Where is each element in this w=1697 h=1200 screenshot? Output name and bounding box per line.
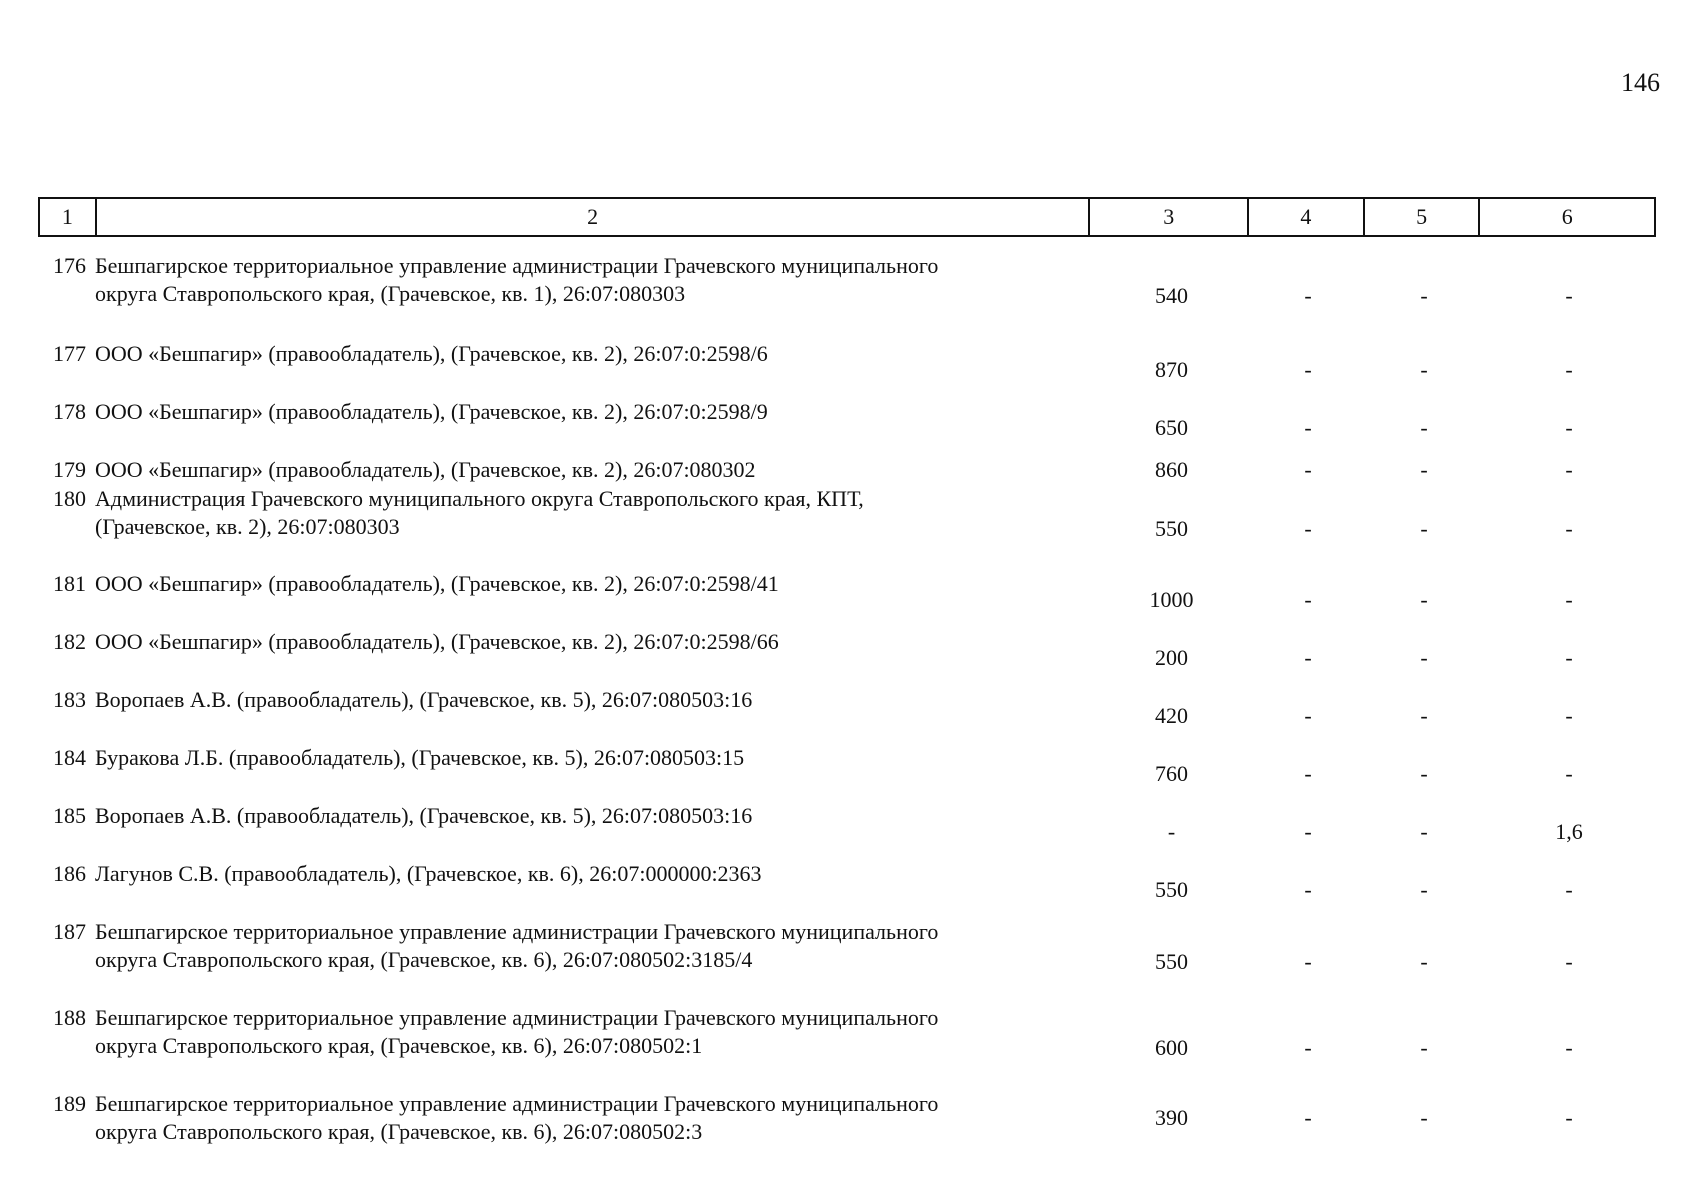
row-description-line2: (Грачевское, кв. 2), 26:07:080303 [95, 514, 400, 539]
cell-col-4: - [1304, 1035, 1312, 1060]
cell-col-5: - [1420, 457, 1428, 482]
row-description: Воропаев А.В. (правообладатель), (Грачевское, кв. 5), 26:07:080503:16 [95, 687, 753, 712]
cell-col-4: - [1304, 587, 1312, 612]
cell-col-5: - [1420, 587, 1428, 612]
row-number: 188 [53, 1005, 86, 1030]
row-number: 180 [53, 486, 86, 511]
row-description: ООО «Бешпагир» (правообладатель), (Грачевское, кв. 2), 26:07:0:2598/9 [95, 399, 768, 424]
row-description-line2: округа Ставропольского края, (Грачевское, кв. 6), 26:07:080502:1 [95, 1033, 703, 1058]
header-col-2: 2 [97, 199, 1091, 235]
cell-col-5: - [1420, 877, 1428, 902]
cell-col-5: - [1420, 415, 1428, 440]
header-col-5: 5 [1365, 199, 1481, 235]
row-description: Бешпагирское территориальное управление администрации Грачевского муниципального [95, 253, 939, 278]
cell-col-6: - [1565, 645, 1573, 670]
cell-col-5: - [1420, 357, 1428, 382]
cell-col-3: 550 [1155, 516, 1188, 541]
cell-col-6: - [1565, 761, 1573, 786]
row-description: Бешпагирское территориальное управление администрации Грачевского муниципального [95, 919, 939, 944]
cell-col-3: 550 [1155, 877, 1188, 902]
row-description-line2: округа Ставропольского края, (Грачевское, кв. 6), 26:07:080502:3 [95, 1119, 703, 1144]
cell-col-4: - [1304, 283, 1312, 308]
cell-col-3: 870 [1155, 357, 1188, 382]
row-description: ООО «Бешпагир» (правообладатель), (Грачевское, кв. 2), 26:07:0:2598/41 [95, 571, 779, 596]
cell-col-6: - [1565, 516, 1573, 541]
cell-col-3: 1000 [1149, 587, 1194, 612]
cell-col-5: - [1420, 1105, 1428, 1130]
cell-col-6: - [1565, 357, 1573, 382]
cell-col-5: - [1420, 283, 1428, 308]
cell-col-3: 550 [1155, 949, 1188, 974]
row-number: 186 [53, 861, 86, 886]
header-col-6: 6 [1561, 204, 1573, 229]
row-number: 183 [53, 687, 86, 712]
row-number: 185 [53, 803, 86, 828]
page-number: 146 [1621, 68, 1660, 97]
cell-col-6: - [1565, 1105, 1573, 1130]
cell-col-3: 860 [1155, 457, 1188, 482]
row-description: Буракова Л.Б. (правообладатель), (Грачевское, кв. 5), 26:07:080503:15 [95, 745, 745, 770]
row-number: 182 [53, 629, 86, 654]
row-number: 181 [53, 571, 86, 596]
row-description: ООО «Бешпагир» (правообладатель), (Грачевское, кв. 2), 26:07:0:2598/66 [95, 629, 779, 654]
row-number: 179 [53, 457, 86, 482]
cell-col-5: - [1420, 645, 1428, 670]
cell-col-4: - [1304, 415, 1312, 440]
cell-col-6: - [1565, 949, 1573, 974]
row-description: ООО «Бешпагир» (правообладатель), (Грачевское, кв. 2), 26:07:0:2598/6 [95, 341, 768, 366]
row-number: 187 [53, 919, 86, 944]
cell-col-5: - [1420, 949, 1428, 974]
cell-col-6: 1,6 [1555, 819, 1583, 844]
row-description: Лагунов С.В. (правообладатель), (Грачевское, кв. 6), 26:07:000000:2363 [95, 861, 762, 886]
row-description: Бешпагирское территориальное управление администрации Грачевского муниципального [95, 1005, 939, 1030]
cell-col-4: - [1304, 949, 1312, 974]
cell-col-6: - [1565, 283, 1573, 308]
cell-col-4: - [1304, 457, 1312, 482]
row-number: 184 [53, 745, 86, 770]
row-description: Бешпагирское территориальное управление администрации Грачевского муниципального [95, 1091, 939, 1116]
cell-col-3: 390 [1155, 1105, 1188, 1130]
header-col-3: 3 [1090, 199, 1249, 235]
cell-col-4: - [1304, 357, 1312, 382]
row-description: ООО «Бешпагир» (правообладатель), (Грачевское, кв. 2), 26:07:080302 [95, 457, 756, 482]
row-description: Администрация Грачевского муниципального округа Ставропольского края, КПТ, [95, 486, 864, 511]
cell-col-5: - [1420, 761, 1428, 786]
cell-col-3: - [1167, 819, 1176, 844]
cell-col-4: - [1304, 516, 1312, 541]
row-number: 178 [53, 399, 86, 424]
cell-col-4: - [1304, 703, 1312, 728]
cell-col-4: - [1304, 819, 1312, 844]
row-number: 176 [53, 253, 86, 278]
cell-col-3: 760 [1155, 761, 1188, 786]
cell-col-5: - [1420, 819, 1428, 844]
cell-col-6: - [1565, 415, 1573, 440]
cell-col-5: - [1420, 516, 1428, 541]
cell-col-3: 650 [1155, 415, 1188, 440]
cell-col-3: 420 [1155, 703, 1188, 728]
header-col-4: 4 [1249, 199, 1365, 235]
cell-col-6: - [1565, 457, 1573, 482]
cell-col-3: 540 [1155, 283, 1188, 308]
cell-col-6: - [1565, 587, 1573, 612]
cell-col-4: - [1304, 877, 1312, 902]
table-header [38, 197, 1656, 237]
cell-col-5: - [1420, 1035, 1428, 1060]
cell-col-6: - [1565, 1035, 1573, 1060]
cell-col-4: - [1304, 761, 1312, 786]
cell-col-5: - [1420, 703, 1428, 728]
cell-col-4: - [1304, 1105, 1312, 1130]
row-number: 177 [53, 341, 86, 366]
cell-col-3: 600 [1155, 1035, 1188, 1060]
header-col-1: 1 [40, 199, 97, 235]
row-description: Воропаев А.В. (правообладатель), (Грачевское, кв. 5), 26:07:080503:16 [95, 803, 753, 828]
cell-col-4: - [1304, 645, 1312, 670]
row-description-line2: округа Ставропольского края, (Грачевское, кв. 6), 26:07:080502:3185/4 [95, 947, 753, 972]
row-description-line2: округа Ставропольского края, (Грачевское, кв. 1), 26:07:080303 [95, 281, 686, 306]
cell-col-6: - [1565, 703, 1573, 728]
row-number: 189 [53, 1091, 86, 1116]
cell-col-3: 200 [1155, 645, 1188, 670]
cell-col-6: - [1565, 877, 1573, 902]
